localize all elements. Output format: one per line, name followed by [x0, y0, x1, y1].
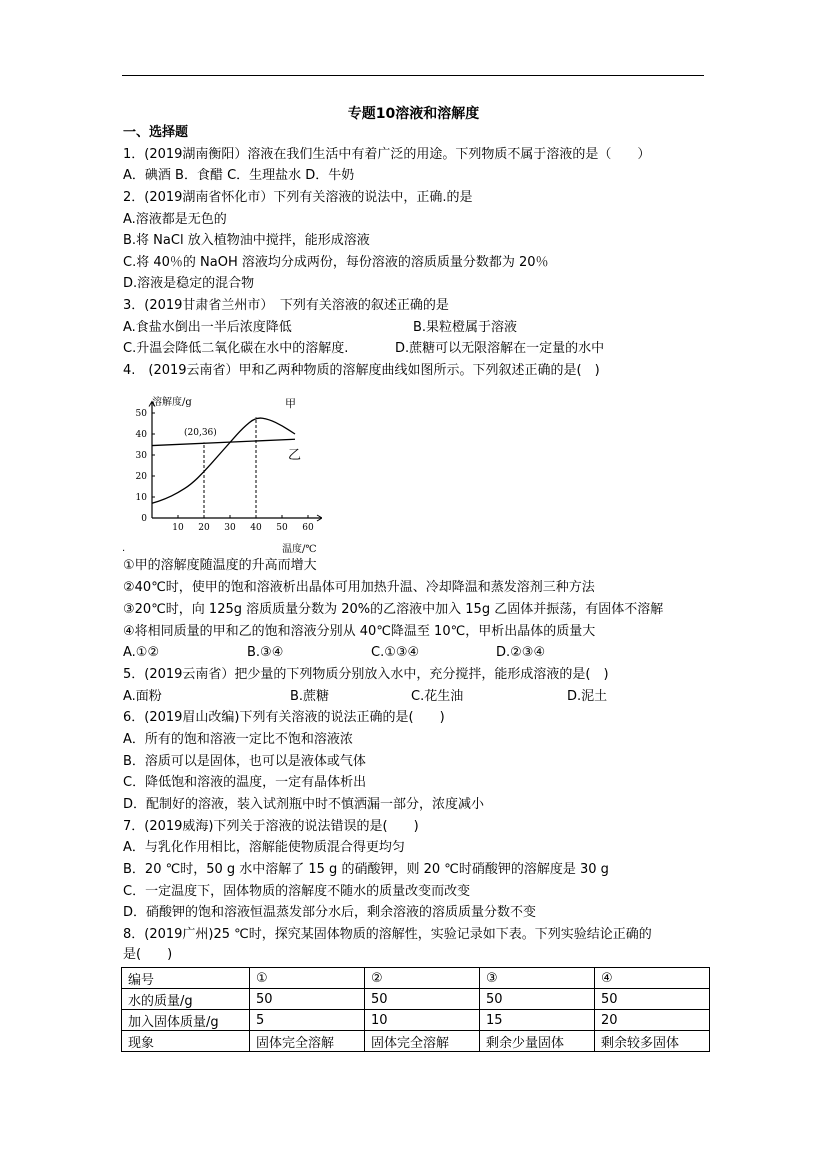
- chart-ylabel: 溶解度/g: [152, 397, 192, 408]
- series-jia-line: [152, 418, 295, 503]
- q4-statement-1: ①甲的溶解度随温度的升高而增大: [123, 558, 317, 573]
- table-cell: 15: [480, 1010, 595, 1031]
- q7-stem: 7．(2019威海)下列关于溶液的说法错误的是( ): [123, 819, 419, 834]
- q5-option-b: B.蔗糖: [290, 689, 330, 704]
- x-tick-label: 20: [198, 523, 210, 533]
- q5-option-a: A.面粉: [123, 689, 162, 704]
- y-tick-label: 30: [135, 451, 147, 461]
- table-cell: 50: [250, 989, 365, 1010]
- solubility-chart: [122, 390, 322, 555]
- table-cell: 50: [595, 989, 710, 1010]
- q4-option-c: C.①③④: [371, 645, 420, 660]
- table-cell: 固体完全溶解: [250, 1031, 365, 1052]
- table-cell: 剩余少量固体: [480, 1031, 595, 1052]
- q4-statement-2: ②40℃时，使甲的饱和溶液析出晶体可用加热升温、冷却降温和蒸发溶剂三种方法: [123, 580, 595, 595]
- table-row: [122, 1010, 710, 1031]
- q4-option-a: A.①②: [123, 645, 160, 660]
- chart-ticks: [136, 409, 314, 533]
- experiment-table: [121, 967, 710, 1052]
- q3-options-row1: [123, 320, 517, 336]
- q2-option-c: C.将 40％的 NaOH 溶液均分成两份，每份溶液的溶质质量分数都为 20％: [123, 255, 549, 270]
- q5-stem: 5．(2019云南省）把少量的下列物质分别放入水中，充分搅拌，能形成溶液的是( ): [123, 667, 609, 682]
- q7-option-d: D．硝酸钾的饱和溶液恒温蒸发部分水后，剩余溶液的溶质质量分数不变: [123, 905, 537, 920]
- q2-option-a: A.溶液都是无色的: [123, 212, 227, 227]
- chart-xlabel: 温度/℃: [282, 544, 317, 555]
- table-cell: 水的质量/g: [122, 989, 250, 1010]
- q3-option-a: A.食盐水倒出一半后浓度降低: [123, 320, 292, 335]
- table-cell: 剩余较多固体: [595, 1031, 710, 1052]
- q2-option-d: D.溶液是稳定的混合物: [123, 276, 255, 291]
- q5-options: [123, 689, 607, 705]
- table-cell: ②: [365, 968, 480, 989]
- q2-option-b: B.将 NaCl 放入植物油中搅拌，能形成溶液: [123, 233, 370, 248]
- table-cell: 5: [250, 1010, 365, 1031]
- q6-option-a: A．所有的饱和溶液一定比不饱和溶液浓: [123, 732, 353, 747]
- x-tick-label: 60: [302, 523, 314, 533]
- table-cell: 固体完全溶解: [365, 1031, 480, 1052]
- q6-option-b: B．溶质可以是固体，也可以是液体或气体: [123, 754, 366, 769]
- table-cell: 10: [365, 1010, 480, 1031]
- q7-option-a: A．与乳化作用相比，溶解能使物质混合得更均匀: [123, 840, 405, 855]
- q5-option-c: C.花生油: [411, 689, 464, 704]
- y-tick-label: 10: [135, 493, 147, 503]
- y-tick-label: 20: [135, 472, 147, 482]
- q4-options: [123, 645, 545, 661]
- q3-option-b: B.果粒橙属于溶液: [413, 320, 518, 335]
- table-cell: 现象: [122, 1031, 250, 1052]
- x-tick-label: 10: [172, 523, 184, 533]
- q4-statement-4: ④将相同质量的甲和乙的饱和溶液分别从 40℃降温至 10℃，甲析出晶体的质量大: [123, 624, 596, 639]
- header-rule: [122, 75, 704, 76]
- q7-option-b: B．20 ℃时，50 g 水中溶解了 15 g 的硝酸钾，则 20 ℃时硝酸钾的溶解度是 30 g: [123, 862, 609, 877]
- series-label-yi: 乙: [288, 448, 302, 463]
- figure-dot: .: [122, 543, 126, 554]
- section-heading: 一、选择题: [123, 125, 189, 140]
- chart-marks: [152, 417, 295, 518]
- q3-options-row2: [123, 341, 604, 357]
- page-title: 专题10溶液和溶解度: [347, 106, 480, 122]
- q1-stem: 1．(2019湖南衡阳）溶液在我们生活中有着广泛的用途。下列物质不属于溶液的是（ ）: [123, 147, 651, 162]
- q3-option-d: D.蔗糖可以无限溶解在一定量的水中: [395, 341, 605, 356]
- table-cell: 50: [480, 989, 595, 1010]
- q3-option-c: C.升温会降低二氧化碳在水中的溶解度.: [123, 341, 349, 356]
- series-yi-line: [152, 439, 295, 445]
- table-cell: 编号: [122, 968, 250, 989]
- x-tick-label: 50: [276, 523, 288, 533]
- y-tick-label: 40: [135, 430, 147, 440]
- q4-option-b: B.③④: [247, 645, 284, 660]
- experiment-table-body: [122, 968, 710, 1052]
- q6-option-d: D．配制好的溶液，装入试剂瓶中时不慎洒漏一部分，浓度减小: [123, 797, 485, 812]
- q4-stem: 4. (2019云南省）甲和乙两种物质的溶解度曲线如图所示。下列叙述正确的是( ): [123, 363, 600, 378]
- table-cell: 加入固体质量/g: [122, 1010, 250, 1031]
- q8-stem-line2: 是( ): [123, 947, 173, 962]
- table-row: [122, 968, 710, 989]
- x-tick-label: 40: [250, 523, 262, 533]
- q5-option-d: D.泥土: [567, 689, 608, 704]
- q6-stem: 6．(2019眉山改编)下列有关溶液的说法正确的是( ): [123, 710, 445, 725]
- table-cell: ①: [250, 968, 365, 989]
- series-label-jia: 甲: [285, 397, 296, 410]
- q8-stem-line1: 8．(2019广州)25 ℃时，探究某固体物质的溶解性，实验记录如下表。下列实验结论正确的: [123, 927, 652, 942]
- table-cell: ③: [480, 968, 595, 989]
- table-cell: ④: [595, 968, 710, 989]
- chart-annotation: (20,36): [184, 428, 217, 438]
- q7-option-c: C．一定温度下，固体物质的溶解度不随水的质量改变而改变: [123, 884, 471, 899]
- table-cell: 20: [595, 1010, 710, 1031]
- q1-options: A．碘酒 B．食醋 C．生理盐水 D．牛奶: [123, 168, 355, 183]
- q2-stem: 2．(2019湖南省怀化市）下列有关溶液的说法中，正确.的是: [123, 190, 473, 205]
- y-tick-label: 50: [135, 409, 147, 419]
- q4-statement-3: ③20℃时，向 125g 溶质质量分数为 20%的乙溶液中加入 15g 乙固体并振荡，有固体不溶解: [123, 602, 664, 617]
- q6-option-c: C．降低饱和溶液的温度，一定有晶体析出: [123, 775, 367, 790]
- q3-stem: 3．(2019甘肃省兰州市） 下列有关溶液的叙述正确的是: [123, 298, 449, 313]
- x-tick-label: 30: [224, 523, 236, 533]
- table-cell: 50: [365, 989, 480, 1010]
- table-row: [122, 989, 710, 1010]
- q4-option-d: D.②③④: [496, 645, 546, 660]
- y-tick-label: 0: [141, 514, 147, 524]
- table-row: [122, 1031, 710, 1052]
